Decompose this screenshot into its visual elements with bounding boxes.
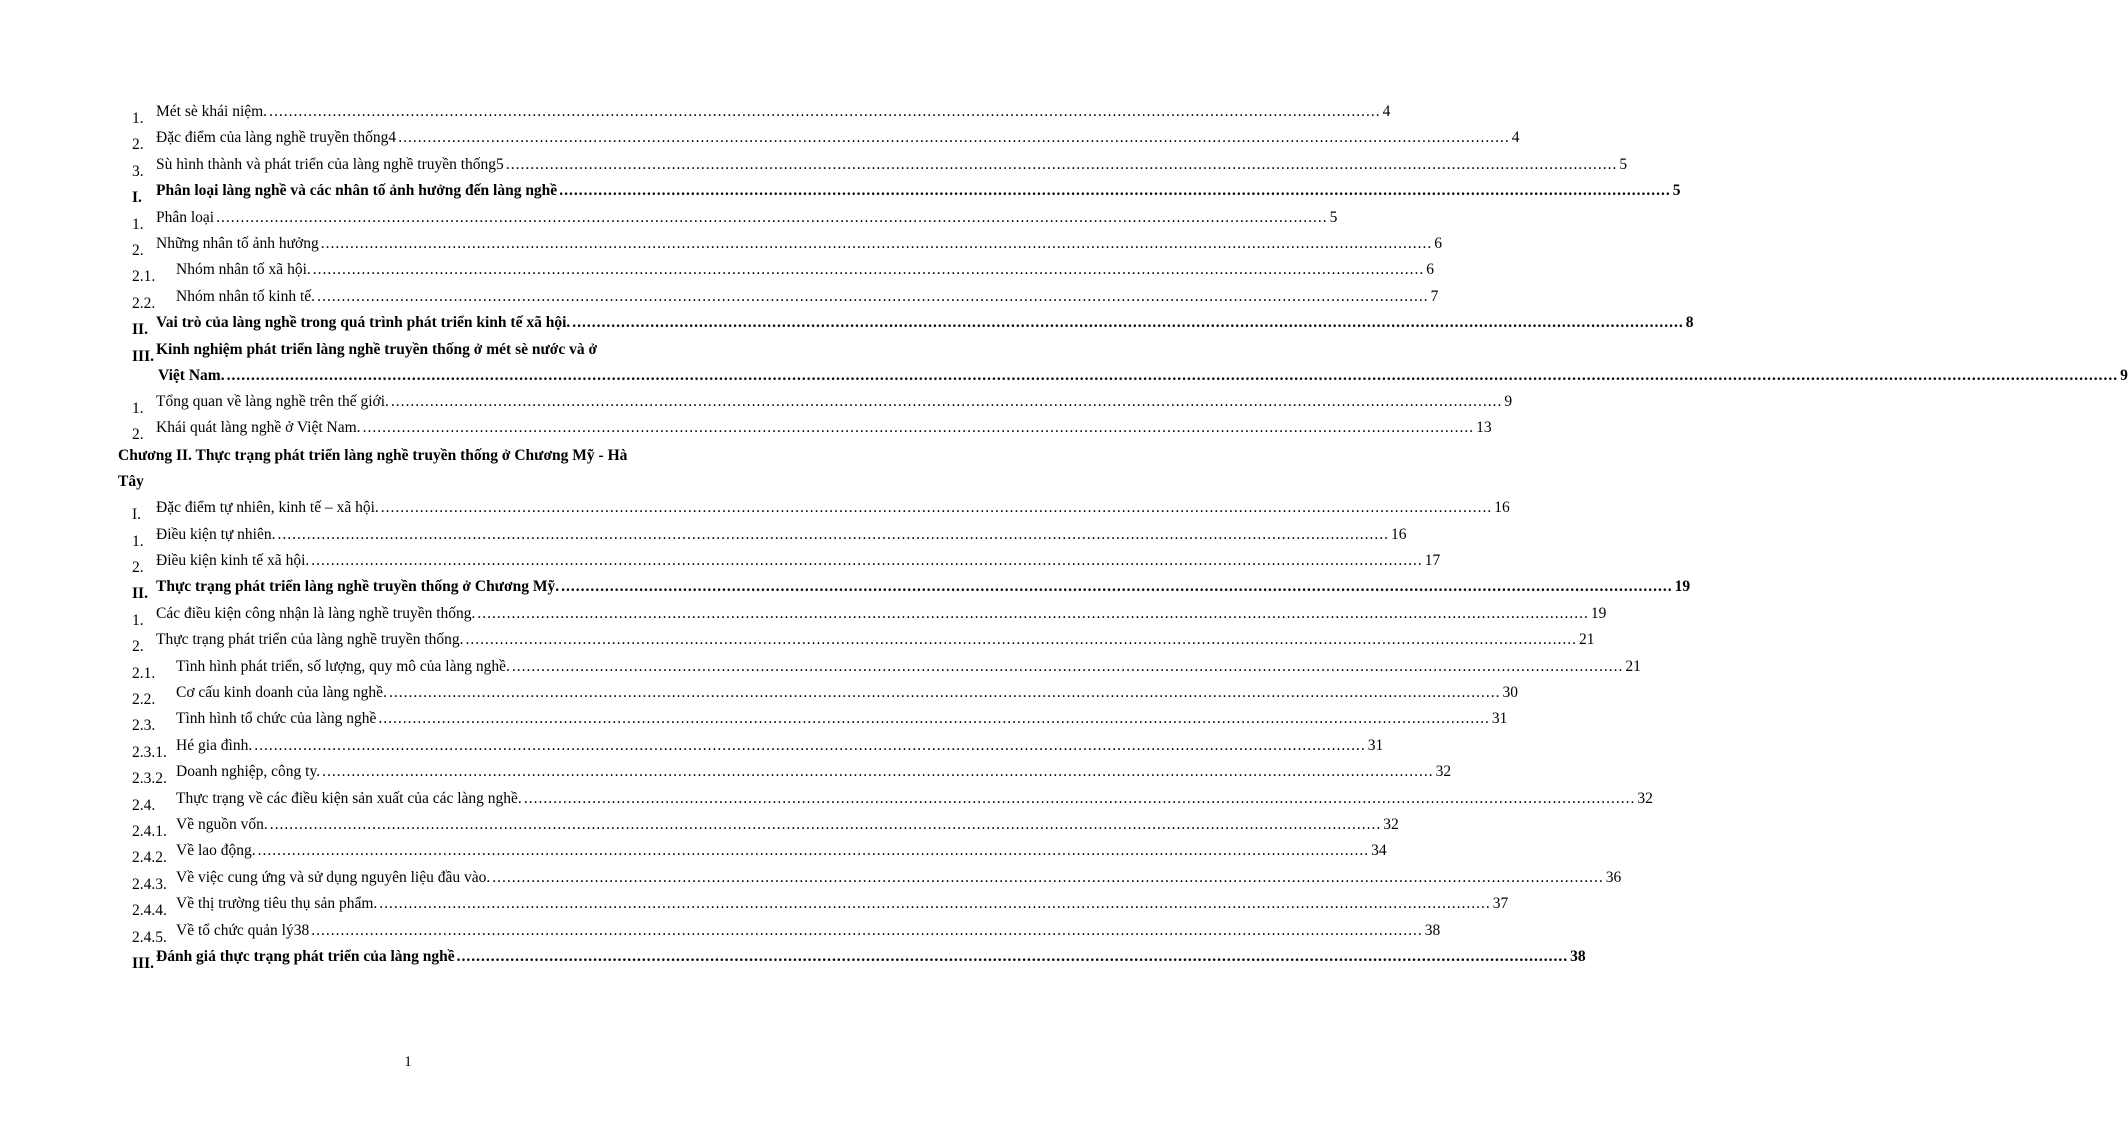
toc-entry-number: III. [132,954,154,972]
toc-entry-number: 2.4.4. [132,902,167,920]
toc-entry[interactable] [118,763,1452,789]
toc-leader-dots [216,209,1328,227]
toc-entry-title: Về nguồn vốn. [176,815,268,833]
toc-entry-title: Tổng quan về làng nghề trên thế giới. [156,392,389,410]
toc-entry-title: Phân loại làng nghề và các nhân tố ảnh hưởng đến làng nghề [156,182,558,200]
toc-entry[interactable] [118,418,1492,445]
toc-entry-page: 38 [1424,921,1441,939]
toc-entry[interactable] [118,842,1387,868]
toc-entry-number: 2. [132,241,144,259]
toc-entry[interactable] [118,710,1508,736]
toc-entry[interactable] [118,868,1622,895]
toc-entry-page: 16 [1390,525,1407,543]
toc-leader-dots [258,842,1370,860]
toc-entry-title: Cơ cấu kinh doanh của làng nghề. [176,684,387,702]
toc-entry-page: 21 [1625,657,1641,675]
toc-leader-dots [277,526,1389,544]
toc-entry-title: Điều kiện kinh tế xã hội. [156,552,310,570]
toc-entry[interactable] [118,578,1691,604]
toc-entry-title: Tình hình phát triển, số lượng, quy mô của làng nghề. [176,657,510,675]
toc-leader-dots [381,499,1493,517]
toc-entry[interactable] [118,631,1595,657]
chapter-title-line1: Chương II. Thực trạng phát triển làng nghề truyền thống ở Chương Mỹ - Hà [118,447,628,465]
toc-entry-page: 31 [1491,710,1508,728]
toc-entry[interactable] [118,657,1641,684]
toc-entry-number: 2. [132,425,144,443]
toc-entry-title-line2: Việt Nam. [158,366,225,384]
toc-leader-dots [391,393,1503,411]
toc-entry[interactable] [118,129,1520,155]
toc-leader-dots [506,156,1618,174]
table-of-contents [118,103,2128,974]
page-number: 1 [404,1054,412,1070]
toc-entry[interactable] [118,921,1441,948]
toc-entry-page: 31 [1367,736,1384,754]
toc-entry-page: 36 [1605,868,1622,886]
toc-leader-dots [559,182,1671,200]
toc-entry-title: Thực trạng phát triển làng nghề truyền thống ở Chương Mỹ. [156,578,560,596]
toc-leader-dots [524,790,1636,808]
toc-entry-number: 1. [132,611,144,629]
toc-entry-page: 13 [1476,418,1492,436]
toc-leader-dots [572,314,1684,332]
toc-entry-number: 2.3. [132,717,156,735]
toc-entry-title-line1: Kinh nghiệm phát triển làng nghề truyền thống ở mét sè nước và ở [156,340,598,358]
toc-entry-title: Về lao động. [176,842,256,860]
toc-entry-number: 2.2. [132,294,156,312]
toc-entry[interactable] [118,736,1384,763]
toc-entry-title: Sù hình thành và phát triển của làng nghề truyền thống5 [156,155,504,173]
toc-entry-number: 2. [132,638,144,656]
toc-entry-page: 19 [1590,604,1607,622]
toc-entry[interactable] [118,392,1513,419]
toc-entry[interactable] [118,155,1628,182]
toc-entry-page: 6 [1434,234,1443,252]
toc-entry-page: 16 [1494,499,1510,517]
toc-entry-number: 2.4.1. [132,822,167,840]
toc-entry-page: 17 [1424,552,1441,570]
toc-entry-page: 38 [1570,947,1586,965]
toc-entry-page: 32 [1435,763,1452,781]
toc-entry[interactable] [118,261,1434,287]
toc-entry-title: Phân loại [156,208,215,226]
chapter-title-line2: Tây [118,473,144,491]
toc-entry[interactable] [118,552,1441,578]
toc-entry-iii-experience[interactable] [118,340,2128,385]
toc-entry-title: Về việc cung ứng và sử dụng nguyên liệu đầu vào. [176,868,491,886]
toc-leader-dots [398,129,1510,147]
toc-leader-dots [322,763,1434,781]
chapter-heading[interactable] [118,445,748,499]
toc-entry[interactable] [118,604,1607,631]
toc-entry-page: 19 [1674,578,1691,596]
toc-entry-title: Đặc điểm tự nhiên, kinh tế – xã hội. [156,499,379,517]
toc-entry[interactable] [118,499,1510,525]
toc-entry-number: 2.3.1. [132,743,167,761]
toc-entry-page: 5 [1672,182,1681,200]
toc-entry-page: 7 [1430,287,1439,305]
toc-entry[interactable] [118,684,1518,710]
toc-leader-dots [311,922,1423,940]
toc-entry-page: 4 [1511,129,1520,147]
toc-entry-page: 30 [1502,684,1518,702]
toc-leader-dots [317,288,1429,306]
toc-entry-title: Hé gia đình. [176,736,253,754]
toc-entry-title: Về thị trường tiêu thụ sản phẩm. [176,895,378,913]
toc-leader-dots [457,948,1569,966]
toc-entry-number: 1. [132,532,144,550]
toc-entry-title: Tình hình tổ chức của làng nghề [176,710,377,728]
toc-entry-number: 2.1. [132,664,156,682]
toc-entry-number: II. [132,321,148,339]
toc-leader-dots [313,261,1425,279]
toc-entry-page: 9 [1504,392,1513,410]
toc-leader-dots [492,869,1604,887]
toc-entry-number: 2.3.2. [132,770,167,788]
toc-entry[interactable] [118,815,1399,842]
toc-leader-dots [311,552,1423,570]
toc-entry-page: 32 [1383,815,1399,833]
toc-entry-page: 32 [1637,789,1653,807]
toc-entry[interactable] [118,182,1681,208]
toc-entry-number: 1. [132,110,144,127]
toc-entry-page: 5 [1619,155,1628,173]
toc-entry[interactable] [118,789,1653,816]
toc-entry[interactable] [118,895,1509,921]
toc-entry[interactable] [118,525,1407,552]
toc-entry-page: 34 [1371,842,1387,860]
toc-leader-dots [466,631,1578,649]
toc-leader-dots [379,895,1491,913]
toc-entry-title: Khái quát làng nghề ở Việt Nam. [156,418,361,436]
toc-entry-number: 2.4.5. [132,928,167,946]
toc-entry-title: Thực trạng về các điều kiện sản xuất của các làng nghề. [176,789,522,807]
toc-entry[interactable] [118,287,1439,314]
toc-entry-page: 37 [1492,895,1509,913]
toc-entry-title: Đặc điểm của làng nghề truyền thống4 [156,129,397,147]
toc-entry-number: 2. [132,136,144,154]
toc-entry[interactable] [118,208,1338,235]
toc-entry-number: I. [132,506,142,524]
toc-entry-number: 1. [132,215,144,233]
toc-leader-dots [269,103,1381,121]
toc-entry-title: Doanh nghiệp, công ty. [176,763,321,781]
toc-entry-page: 6 [1426,261,1434,279]
toc-entry-page: 5 [1329,208,1338,226]
toc-leader-dots: ..... ................................................................................................................................................................ [227,367,2119,385]
toc-entry-page: 8 [1685,314,1694,332]
toc-entry-title: Điều kiện tự nhiên. [156,525,276,543]
toc-entry-number: 2.4. [132,796,156,814]
toc-entry-page: 9 [2120,366,2128,384]
toc-entry-number: I. [132,189,142,207]
toc-entry-page: 4 [1382,103,1391,120]
toc-entry-number: 3. [132,162,144,180]
toc-entry-title: Vai trò của làng nghề trong quá trình phát triển kinh tế xã hội. [156,314,571,332]
toc-entry-title: Đánh giá thực trạng phát triển của làng nghề [156,947,455,965]
toc-entry-number: 1. [132,399,144,417]
toc-entry-number: 2.2. [132,691,156,709]
toc-entry[interactable] [118,314,1694,340]
toc-leader-dots [254,737,1366,755]
toc-entry-title: Mét sè khái niệm. [156,103,268,120]
toc-entry[interactable] [118,103,1391,129]
toc-leader-dots [389,684,1501,702]
toc-entry-title: Những nhân tố ảnh hưởng [156,234,319,252]
toc-entry-number: 2.4.3. [132,875,167,893]
toc-leader-dots [477,605,1589,623]
toc-entry[interactable] [118,234,1443,261]
toc-entry-number: 2. [132,559,144,577]
toc-leader-dots [321,235,1433,253]
toc-entry-number: 2.4.2. [132,849,167,867]
toc-leader-dots [561,578,1673,596]
toc-entry-number: III. [132,347,154,365]
toc-entry[interactable] [118,947,1586,974]
toc-entry-page: 21 [1579,631,1595,649]
toc-entry-title: Thực trạng phát triển của làng nghề truyền thống. [156,631,464,649]
toc-entry-number: II. [132,585,148,603]
toc-entry-title: Các điều kiện công nhận là làng nghề truyền thống. [156,604,476,622]
toc-leader-dots [512,658,1624,676]
toc-entry-title: Nhóm nhân tố xã hội. [176,261,311,279]
toc-leader-dots [363,419,1475,437]
toc-leader-dots [378,710,1490,728]
toc-entry-number: 2.1. [132,268,156,286]
toc-entry-title: Về tổ chức quản lý38 [176,921,310,939]
toc-leader-dots [270,816,1382,834]
toc-entry-title: Nhóm nhân tố kinh tế. [176,287,316,305]
